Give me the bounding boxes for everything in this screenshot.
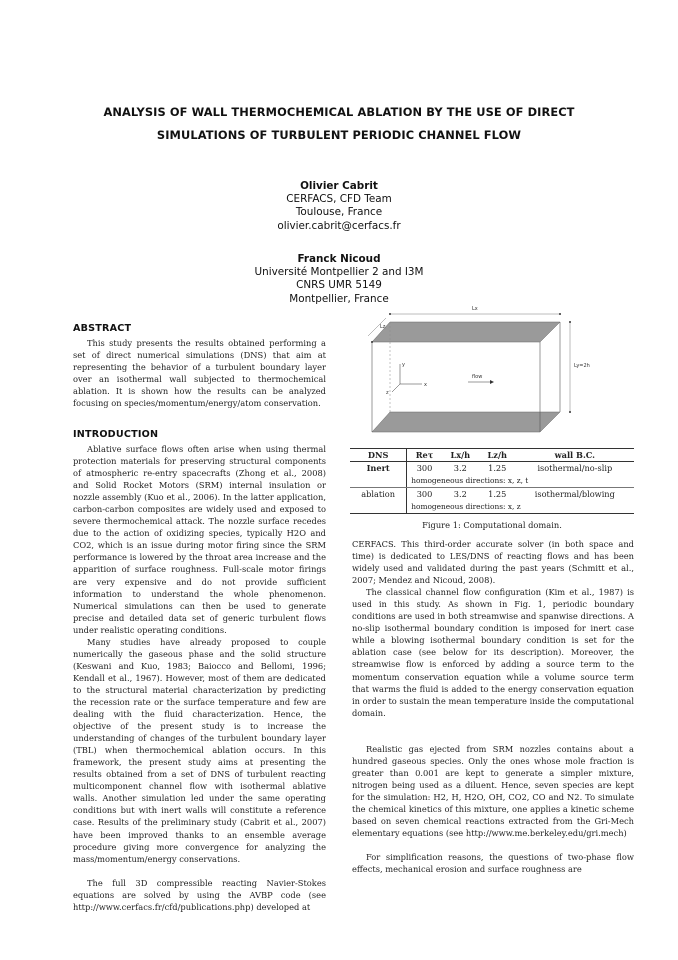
cell-empty — [350, 501, 407, 514]
abstract-heading: ABSTRACT — [73, 323, 132, 334]
table-row — [350, 462, 634, 475]
author-block-1 — [200, 180, 478, 233]
author-location: Toulouse, France — [295, 206, 383, 219]
right-paragraph-3: Realistic gas ejected from SRM nozzles contains about a hundred gaseous species. Only the ones whose mole fraction is greater than 0.001 are kept to generate a simpler mixture, nitrogen being used as a diluent. Hence, seven species are kept for the simulation: H2, H, H2O, OH, CO2, CO and N2. To simulate the chemical kinetics of this mixture, one applies a kinetic scheme based on seven chemical reactions extracted from the Gri-Mech elementary equations (see http://www.me.berkeley.edu/gri.mech) — [352, 743, 634, 839]
cell-lx: 3.2 — [453, 463, 467, 473]
abstract-text: This study presents the results obtained performing a set of direct numerical simulations (DNS) that aim at representing the behavior of a turbulent boundary layer over an isothermal wall subjected to thermochemical ablation. It is shown how the results can be analyzed focusing on species/momentum/energy/atom conservation. — [73, 338, 326, 409]
header-lx: Lx/h — [442, 449, 479, 462]
marker-dot — [559, 313, 561, 315]
cell-re: 300 — [416, 489, 433, 499]
cell-empty — [350, 475, 407, 488]
introduction-heading: INTRODUCTION — [73, 429, 159, 440]
author-location: Montpellier, France — [289, 292, 389, 305]
right-paragraph-4: For simplification reasons, the questions of two-phase flow effects, mechanical erosion and surface roughness are — [352, 852, 634, 875]
marker-dot — [569, 321, 571, 323]
dns-parameters-table — [350, 448, 634, 514]
header-lz: Lz/h — [479, 449, 516, 462]
paper-title — [60, 101, 618, 147]
channel-diagram — [360, 300, 630, 450]
table-header-row — [350, 449, 634, 462]
cell-wall: isothermal/no-slip — [537, 463, 613, 473]
header-re: Reτ — [407, 449, 442, 462]
flow-arrowhead — [490, 380, 494, 384]
table-row-homogeneous — [350, 501, 634, 514]
top-wall-shape — [372, 322, 560, 342]
author-name: Franck Nicoud — [297, 253, 381, 265]
cell-lz: 1.25 — [488, 489, 507, 499]
right-paragraph-1: CERFACS. This third-order accurate solver (in both space and time) is dedicated to LES/DNS of reacting flows and has been widely used and validated during the past years (Schmitt et al., 2007; Mendez and Nicoud, 2008). — [352, 539, 634, 586]
cell-dns: Inert — [350, 462, 407, 475]
z-axis-arrow — [392, 384, 400, 392]
author-affiliation-2: CNRS UMR 5149 — [296, 279, 382, 292]
paragraph-gap — [352, 839, 634, 851]
cell-wall: isothermal/blowing — [534, 489, 615, 499]
intro-paragraph-2: Many studies have already proposed to couple numerically the gaseous phase and the solid structure (Keswani and Kuo, 1983; Baiocco and Bellomi, 1996; Kendall et al., 1967). However, most of them are dedicated to the structural material characterization by predicting the recession rate or the surface temperature and few are dealing with the fluid characterization. Hence, the objective of the present study is to increase the understanding of changes of the turbulent boundary layer (TBL) when thermochemical ablation occurs. In this framework, the present study aims at presenting the results obtained from a set of DNS of turbulent reacting multicomponent channel flow with isothermal ablative walls. Another simulation led under the same operating conditions but with inert walls will constitute a reference case. Results of the preliminary study (Cabrit et al., 2007) have been improved thanks to an ensemble average procedure giving more convergence for analyzing the mass/momentum/energy conservations. — [73, 636, 326, 864]
abstract-body — [73, 337, 326, 409]
cell-lx: 3.2 — [453, 489, 467, 499]
header-wall: wall B.C. — [516, 449, 634, 462]
bottom-wall-shape — [372, 412, 560, 432]
ly-label: Ly=2h — [574, 363, 590, 369]
author-name: Olivier Cabrit — [300, 180, 378, 192]
intro-paragraph-3: The full 3D compressible reacting Navier-Stokes equations are solved by using the AVBP code (see http://www.cerfacs.fr/cfd/publications.php) developed at — [73, 877, 326, 912]
table-row — [350, 488, 634, 501]
figure-caption: Figure 1: Computational domain. — [422, 520, 562, 530]
paragraph-gap — [352, 719, 634, 731]
author-email: olivier.cabrit@cerfacs.fr — [277, 219, 401, 232]
marker-dot — [389, 313, 391, 315]
author-affiliation: Université Montpellier 2 and I3M — [254, 266, 424, 279]
figure-computational-domain — [360, 300, 630, 450]
lx-label: Lx — [472, 306, 478, 312]
header-dns: DNS — [350, 449, 407, 462]
marker-dot — [569, 411, 571, 413]
z-axis-label: z — [386, 390, 389, 396]
marker-dot — [371, 341, 373, 343]
author-affiliation: CERFACS, CFD Team — [286, 193, 392, 206]
paragraph-gap — [73, 865, 326, 877]
table-row-homogeneous — [350, 475, 634, 488]
right-paragraph-2: The classical channel flow configuration (Kim et al., 1987) is used in this study. As shown in Fig. 1, periodic boundary conditions are used in both streamwise and spanwise directions. A no-slip isothermal boundary condition is imposed for inert case while a blowing isothermal boundary condition is set for the ablation case (see below for its description). Moreover, the streamwise flow is enforced by adding a source term to the momentum conservation equation while a volume source term that warms the fluid is added to the energy conservation equation in order to sustain the mean temperature inside the computational domain. — [352, 587, 634, 718]
right-column-body — [352, 538, 634, 875]
introduction-body — [73, 443, 326, 913]
cell-re: 300 — [416, 463, 433, 473]
x-axis-label: x — [424, 382, 427, 388]
intro-paragraph-1: Ablative surface flows often arise when using thermal protection materials for preserving structural components of atmospheric re-entry spacecrafts (Zhong et al., 2008) and Solid Rocket Motors (SRM) internal insulation or nozzle assembly (Kuo et al., 2006). In the latter application, carbon-carbon composites are widely used and exposed to severe thermochemical attack. The nozzle surface recedes due to the action of oxidizing species, typically H2O and CO2, which is an issue during motor firing since the SRM performance is lowered by the throat area increase and the apparition of surface roughness. Full-scale motor firings are very expensive and do not provide sufficient information to understand the whole phenomenon. Numerical simulations can then be used to generate precise and detailed data set of generic turbulent flows under realistic operating conditions. — [73, 444, 326, 635]
cell-homogeneous: homogeneous directions: x, z — [407, 501, 634, 514]
cell-homogeneous: homogeneous directions: x, z, t — [407, 475, 634, 488]
lz-label: Lz — [380, 324, 386, 330]
cell-dns: ablation — [350, 488, 407, 501]
title-line-2: SIMULATIONS OF TURBULENT PERIODIC CHANNEL FLOW — [156, 128, 522, 142]
cell-lz: 1.25 — [488, 463, 507, 473]
title-line-1: ANALYSIS OF WALL THERMOCHEMICAL ABLATION BY THE USE OF DIRECT — [103, 105, 575, 119]
flow-label: flow — [472, 374, 483, 380]
author-block-2 — [200, 253, 478, 306]
y-axis-label: y — [402, 362, 405, 368]
paragraph-gap — [352, 731, 634, 743]
